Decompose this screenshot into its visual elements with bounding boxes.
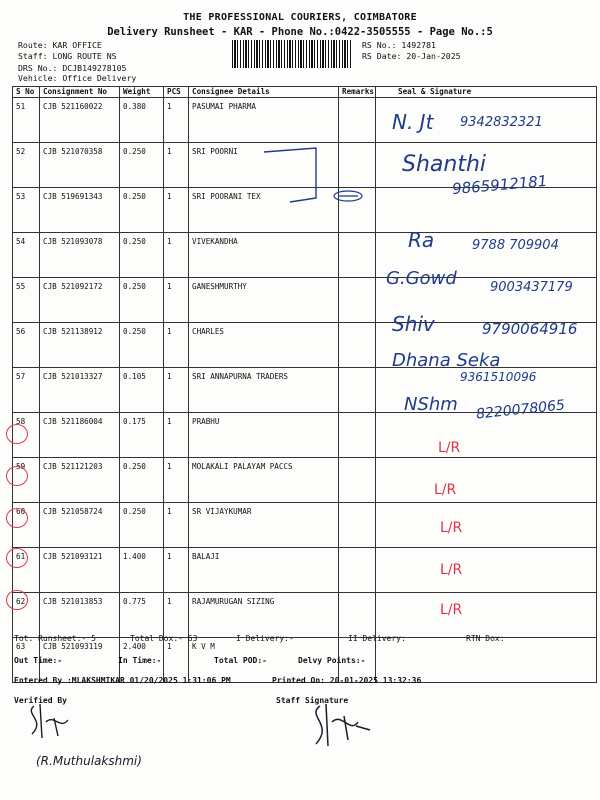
cell-consignment: CJB 521093078 <box>40 233 120 278</box>
cell-consignee: SRI POORANI TEX <box>189 188 339 233</box>
cell-sno: 52 <box>13 143 40 188</box>
signature-51: N. Jt <box>392 110 434 134</box>
cell-remarks <box>339 458 376 503</box>
i-delivery: I Delivery:- <box>236 634 294 643</box>
cell-signature <box>376 503 597 548</box>
circle-mark-59 <box>6 424 28 444</box>
cell-consignee: MOLAKALI PALAYAM PACCS <box>189 458 339 503</box>
cell-signature <box>376 548 597 593</box>
cell-consignee: VIVEKANDHA <box>189 233 339 278</box>
cell-consignment: CJB 521186004 <box>40 413 120 458</box>
cell-signature <box>376 593 597 638</box>
cell-weight: 0.105 <box>120 368 164 413</box>
rtn-dox: RTN Dox: <box>466 634 505 643</box>
cell-weight: 0.175 <box>120 413 164 458</box>
signature-56: Shiv <box>392 312 435 336</box>
circle-mark-61 <box>6 508 28 528</box>
phone-57: 9361510096 <box>460 370 537 384</box>
signature-54: Ra <box>408 228 435 252</box>
cell-consignee: SRI ANNAPURNA TRADERS <box>189 368 339 413</box>
vehicle-label: Vehicle: Office Delivery <box>18 73 137 83</box>
route-label: Route: KAR OFFICE <box>18 40 102 50</box>
cell-remarks <box>339 98 376 143</box>
table-row <box>13 593 597 638</box>
cell-sno: 63 <box>13 638 40 683</box>
lr-mark-62: L/R <box>440 562 463 578</box>
signature-57: Dhana Seka <box>392 350 501 371</box>
cell-consignee: SR VIJAYKUMAR <box>189 503 339 548</box>
cell-consignee: PASUMAI PHARMA <box>189 98 339 143</box>
lr-mark-63: L/R <box>440 602 463 618</box>
cell-consignee: GANESHMURTHY <box>189 278 339 323</box>
verified-by: Verified By <box>14 696 67 705</box>
cell-consignment: CJB 521160022 <box>40 98 120 143</box>
signature-52: Shanthi <box>402 152 487 177</box>
cell-weight: 0.380 <box>120 98 164 143</box>
cell-weight: 0.250 <box>120 233 164 278</box>
col-pcs: PCS <box>164 87 189 98</box>
phone-56: 9790064916 <box>482 320 578 338</box>
col-consignment: Consignment No <box>40 87 120 98</box>
phone-51: 9342832321 <box>460 115 543 130</box>
signature-58: NShm <box>404 394 458 415</box>
cell-consignee: BALAJI <box>189 548 339 593</box>
signature-55: G.Gowd <box>386 268 457 289</box>
lr-mark-59: L/R <box>438 440 461 456</box>
cell-consignment: CJB 521092172 <box>40 278 120 323</box>
cell-weight: 0.250 <box>120 458 164 503</box>
cell-sno: 58 <box>13 413 40 458</box>
entered-by: Entered By :MLAKSHMIKAR 01/20/2025 1:31:06 PM <box>14 676 231 685</box>
verifier-name: (R.Muthulakshmi) <box>36 754 142 768</box>
cell-sno: 53 <box>13 188 40 233</box>
cell-pcs: 1 <box>164 413 189 458</box>
cell-consignee: RAJAMURUGAN SIZING <box>189 593 339 638</box>
staff-label: Staff: LONG ROUTE NS <box>18 51 117 61</box>
delvy-points: Delvy Points:- <box>298 656 366 665</box>
cell-consignment: CJB 521013853 <box>40 593 120 638</box>
cell-sno: 62 <box>13 593 40 638</box>
cell-sno: 56 <box>13 323 40 368</box>
cell-pcs: 1 <box>164 368 189 413</box>
circle-mark-62 <box>6 548 28 568</box>
cell-sno: 61 <box>13 548 40 593</box>
cell-pcs: 1 <box>164 233 189 278</box>
cell-pcs: 1 <box>164 278 189 323</box>
company-title: THE PROFESSIONAL COURIERS, COIMBATORE <box>183 12 417 23</box>
cell-sno: 57 <box>13 368 40 413</box>
cell-consignment: CJB 521138912 <box>40 323 120 368</box>
cell-sno: 55 <box>13 278 40 323</box>
cell-remarks <box>339 368 376 413</box>
col-sno: S No <box>13 87 40 98</box>
staff-signature <box>300 700 380 748</box>
cell-remarks <box>339 233 376 278</box>
runsheet-subtitle: Delivery Runsheet - KAR - Phone No.:0422-3505555 - Page No.:5 <box>107 26 493 38</box>
cell-consignment: CJB 521013327 <box>40 368 120 413</box>
cell-consignment: CJB 521093121 <box>40 548 120 593</box>
cell-remarks <box>339 593 376 638</box>
cell-sno: 60 <box>13 503 40 548</box>
cell-pcs: 1 <box>164 323 189 368</box>
table-row <box>13 548 597 593</box>
cell-weight: 0.250 <box>120 323 164 368</box>
col-signature: Seal & Signature <box>376 87 597 98</box>
barcode <box>232 40 352 68</box>
cell-weight: 1.400 <box>120 548 164 593</box>
cell-sno: 54 <box>13 233 40 278</box>
col-consignee: Consignee Details <box>189 87 339 98</box>
cell-pcs: 1 <box>164 638 189 683</box>
col-weight: Weight <box>120 87 164 98</box>
rs-date: RS Date: 20-Jan-2025 <box>362 51 461 61</box>
cell-remarks <box>339 278 376 323</box>
printed-on: Printed On: 20-01-2025 13:32:36 <box>272 676 422 685</box>
lr-mark-60: L/R <box>434 482 457 498</box>
total-pod: Total POD:- <box>214 656 267 665</box>
cell-pcs: 1 <box>164 143 189 188</box>
cell-weight: 0.250 <box>120 503 164 548</box>
ii-delivery: II Delivery: <box>348 634 406 643</box>
in-time: In Time:- <box>118 656 162 665</box>
cell-weight: 0.250 <box>120 188 164 233</box>
total-dox: Total Dox:- 63 <box>130 634 198 643</box>
cell-weight: 0.250 <box>120 143 164 188</box>
rs-number: RS No.: 1492781 <box>362 40 436 50</box>
cell-pcs: 1 <box>164 188 189 233</box>
table-row <box>13 503 597 548</box>
drs-label: DRS No.: DCJB149278105 <box>18 63 127 73</box>
cell-remarks <box>339 503 376 548</box>
total-runsheet: Tot. Runsheet:- 5 <box>14 634 96 643</box>
verifier-signature <box>20 700 80 742</box>
cell-consignment: CJB 519691343 <box>40 188 120 233</box>
cell-weight: 0.775 <box>120 593 164 638</box>
phone-52: 9865912181 <box>451 171 549 199</box>
circle-mark-63 <box>6 590 28 610</box>
phone-55: 9003437179 <box>490 280 573 295</box>
cell-pcs: 1 <box>164 458 189 503</box>
circle-mark-60 <box>6 466 28 486</box>
cell-weight: 0.250 <box>120 278 164 323</box>
cell-consignment: CJB 521121203 <box>40 458 120 503</box>
cell-consignee: CHARLES <box>189 323 339 368</box>
staff-signature-label: Staff Signature <box>276 696 349 705</box>
lr-mark-61: L/R <box>440 520 463 536</box>
col-remarks: Remarks <box>339 87 376 98</box>
phone-54: 9788 709904 <box>472 238 559 253</box>
cell-pcs: 1 <box>164 548 189 593</box>
cell-pcs: 1 <box>164 593 189 638</box>
cell-sno: 59 <box>13 458 40 503</box>
cell-consignee: K V M <box>189 638 339 683</box>
cell-pcs: 1 <box>164 503 189 548</box>
cell-signature <box>376 458 597 503</box>
cell-consignment: CJB 521070358 <box>40 143 120 188</box>
cell-consignee: SRI POORNI <box>189 143 339 188</box>
phone-58: 8220078065 <box>475 397 566 423</box>
cell-consignment: CJB 521058724 <box>40 503 120 548</box>
cell-consignee: PRABHU <box>189 413 339 458</box>
table-header-row <box>13 87 597 98</box>
cell-remarks <box>339 413 376 458</box>
bracket-mark <box>262 146 372 206</box>
cell-pcs: 1 <box>164 98 189 143</box>
cell-sno: 51 <box>13 98 40 143</box>
table-row <box>13 458 597 503</box>
cell-remarks <box>339 323 376 368</box>
cell-weight: 2.400 <box>120 638 164 683</box>
out-time: Out Time:- <box>14 656 63 665</box>
cell-remarks <box>339 548 376 593</box>
cell-consignment: CJB 521093119 <box>40 638 120 683</box>
